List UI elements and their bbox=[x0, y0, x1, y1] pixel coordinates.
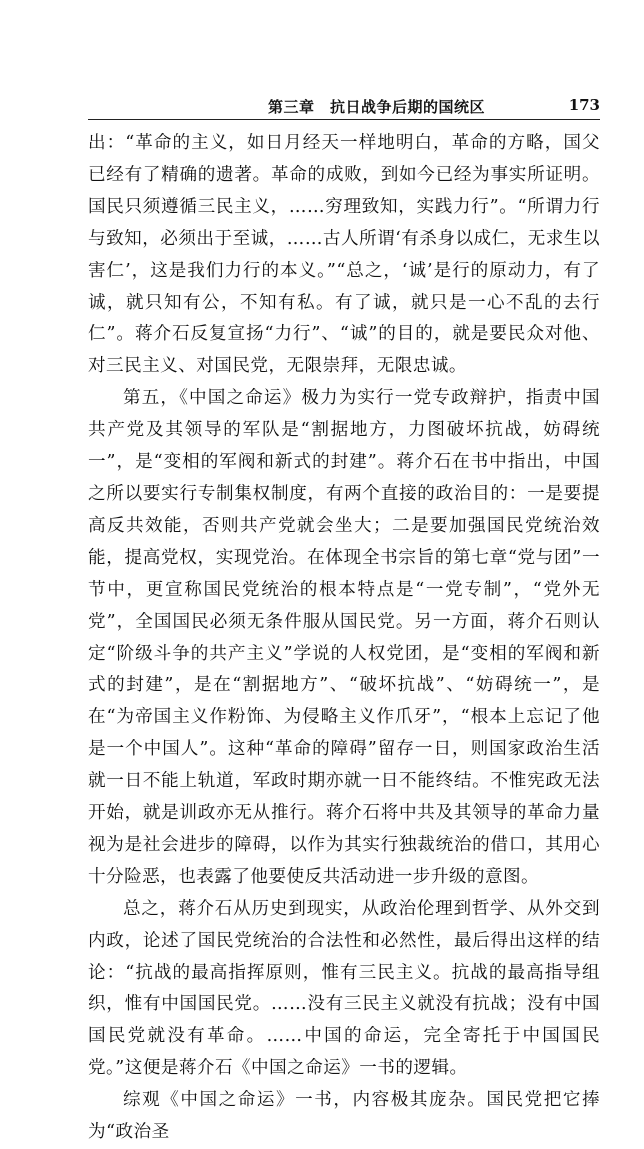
header-divider bbox=[88, 119, 600, 120]
running-header bbox=[88, 94, 600, 120]
body-text bbox=[88, 128, 600, 1149]
paragraph: 第五，《中国之命运》极力为实行一党专政辩护，指责中国共产党及其领导的军队是“割据地方，力图破坏抗战，妨碍统一”，是“变相的军阀和新式的封建”。蒋介石在书中指出，中国之所以要实行专制集权制度，有两个直接的政治目的：一是要提高反共效能，否则共产党就会坐大；二是要加强国民党统治效能，提高党权，实现党治。在体现全书宗旨的第七章“党与团”一节中，更宣称国民党统治的根本特点是“一党专制”，“党外无党”，全国国民必须无条件服从国民党。另一方面，蒋介石则认定“阶级斗争的共产主义”学说的人权党团，是“变相的军阀和新式的封建”，是在“割据地方”、“破坏抗战”、“妨碍统一”，是在“为帝国主义作粉饰、为侵略主义作爪牙”，“根本上忘记了他是一个中国人”。这种“革命的障碍”留存一日，则国家政治生活就一日不能上轨道，军政时期亦就一日不能终结。不惟宪政无法开始，就是训政亦无从推行。蒋介石将中共及其领导的革命力量视为是社会进步的障碍，以作为其实行独裁统治的借口，其用心十分险恶，也表露了他要使反共活动进一步升级的意图。 bbox=[88, 388, 600, 887]
chapter-title: 第三章 抗日战争后期的国统区 bbox=[268, 98, 486, 116]
paragraph: 总之，蒋介石从历史到现实，从政治伦理到哲学、从外交到内政，论述了国民党统治的合法性和必然性，最后得出这样的结论：“抗战的最高指挥原则，惟有三民主义。抗战的最高指导组织，惟有中国国民党。……没有三民主义就没有抗战；没有中国国民党就没有革命。……中国的命运，完全寄托于中国国民党。”这便是蒋介石《中国之命运》一书的逻辑。 bbox=[88, 898, 600, 1079]
paragraph-continued: 出：“革命的主义，如日月经天一样地明白，革命的方略，国父已经有了精确的遗著。革命的成败，到如今已经为事实所证明。国民只须遵循三民主义，……穷理致知，实践力行”。“所谓力行与致知，必须出于至诚，……古人所谓‘有杀身以成仁，无求生以害仁’，这是我们力行的本义。”“总之，‘诚’是行的原动力，有了诚，就只知有公，不知有私。有了诚，就只是一心不乱的去行仁”。蒋介石反复宣扬“力行”、“诚”的目的，就是要民众对他、对三民主义、对国民党，无限崇拜，无限忠诚。 bbox=[88, 133, 600, 377]
paragraph: 综观《中国之命运》一书，内容极其庞杂。国民党把它捧为“政治圣 bbox=[88, 1090, 600, 1143]
page-number: 173 bbox=[568, 96, 600, 114]
